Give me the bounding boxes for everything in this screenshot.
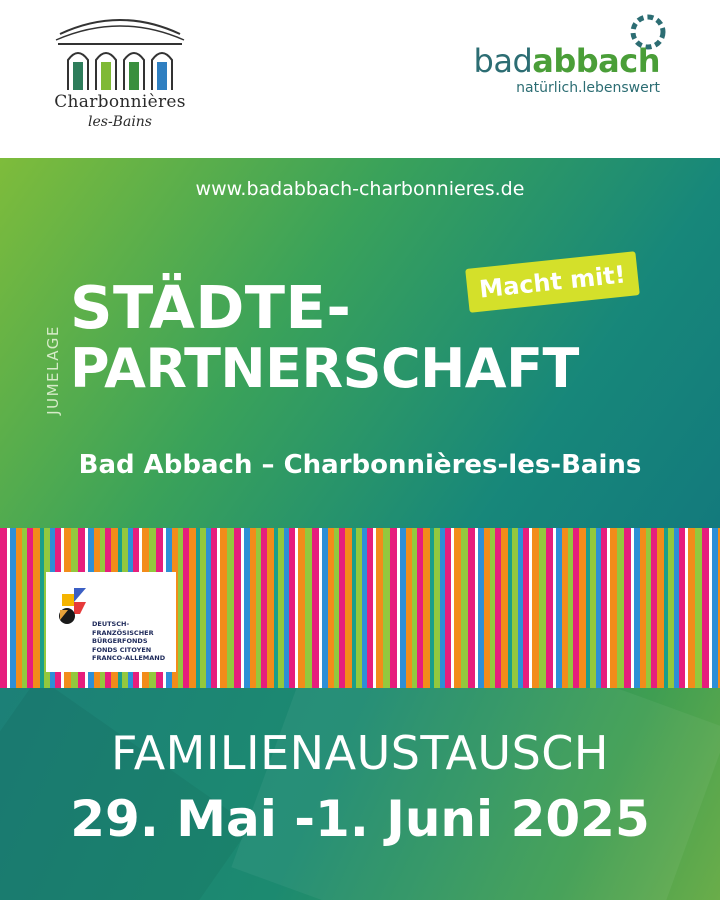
charbonnieres-subname: les-Bains: [88, 114, 152, 130]
dffb-mark-icon: [56, 584, 92, 634]
macht-mit-sticker: Macht mit!: [465, 251, 640, 313]
event-dates: 29. Mai -1. Juni 2025: [70, 790, 650, 848]
header: [0, 0, 720, 158]
title-band: [0, 158, 720, 528]
arches-icon: [44, 14, 196, 92]
website-url: www.badabbach-charbonnieres.de: [195, 178, 525, 200]
badabbach-logo: [473, 12, 686, 102]
badabbach-word-light: bad: [473, 42, 533, 80]
title-line-2: PARTNERSCHAFT: [70, 337, 579, 400]
charbonnieres-logo: [44, 14, 196, 146]
badabbach-tagline: natürlich.lebenswert: [516, 80, 660, 96]
towns-subtitle: Bad Abbach – Charbonnières-les-Bains: [78, 450, 642, 480]
badabbach-word-bold: abbach: [532, 42, 660, 80]
bottom-section: [0, 688, 720, 900]
jumelage-label: JUMELAGE: [44, 325, 62, 415]
badabbach-wordmark: [474, 42, 660, 80]
event-heading: FAMILIENAUSTAUSCH: [110, 726, 610, 780]
title-line-1: STÄDTE-: [70, 273, 352, 342]
dffb-text: DEUTSCH- FRANZÖSISCHER BÜRGERFONDS FONDS CITOYEN FRANCO-ALLEMAND: [92, 620, 166, 662]
charbonnieres-name: Charbonnières: [54, 92, 186, 112]
dffb-logo: [46, 572, 176, 672]
